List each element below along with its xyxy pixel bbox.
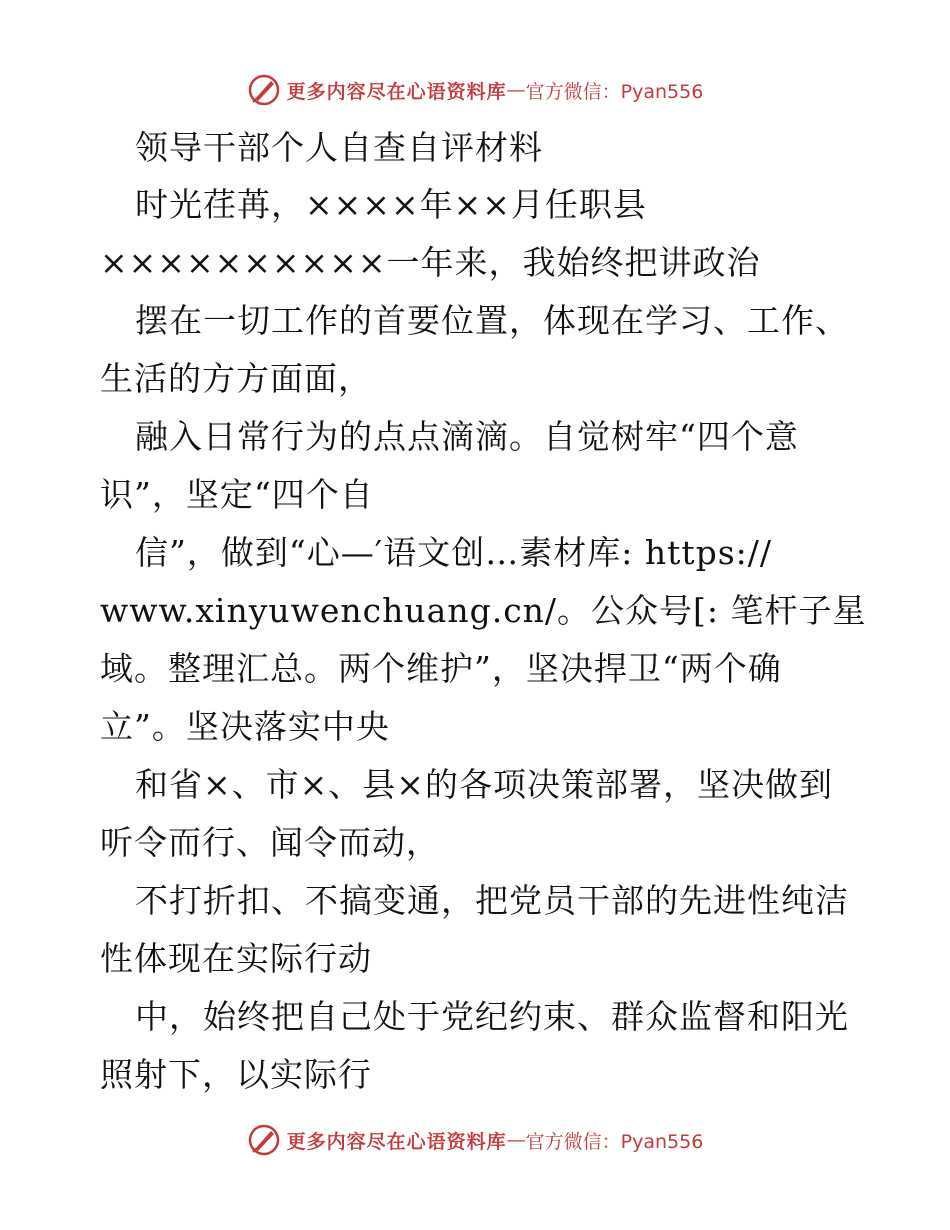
- text-line: 立”。坚决落实中央: [100, 707, 390, 746]
- footer-wechat-text: 官方微信：Pyan556: [525, 1130, 704, 1153]
- document-title: 领导干部个人自查自评材料: [135, 128, 543, 167]
- quill-logo-icon: [247, 73, 281, 107]
- header-banner-inner: [247, 73, 704, 107]
- text-line: 生活的方方面面，: [100, 359, 372, 398]
- footer-site-text: 更多内容尽在心语资料库: [286, 1130, 507, 1153]
- footer-banner: [0, 1120, 950, 1160]
- text-line: 域。整理汇总。两个维护”，坚决捍卫“两个确: [100, 649, 782, 688]
- text-line: 照射下，以实际行: [100, 1055, 372, 1094]
- text-line: www.xinyuwenchuang.cn/。公众号[: 笔杆子星: [100, 591, 867, 630]
- header-separator: —: [506, 79, 526, 101]
- text-line: 摆在一切工作的首要位置，体现在学习、工作、: [135, 301, 849, 340]
- text-line: 信”，做到“心—′语文创…素材库: https://: [135, 533, 773, 572]
- text-line: 时光荏苒，××××年××月任职县: [135, 185, 647, 224]
- text-line: 和省×、市×、县×的各项决策部署，坚决做到: [135, 765, 833, 804]
- header-site-text: 更多内容尽在心语资料库: [286, 80, 507, 103]
- header-banner: [0, 70, 950, 110]
- footer-separator: —: [506, 1129, 526, 1151]
- text-line: ××××××××××一年来，我始终把讲政治: [100, 243, 761, 282]
- text-line: 性体现在实际行动: [100, 939, 372, 978]
- text-line: 不打折扣、不搞变通，把党员干部的先进性纯洁: [135, 881, 849, 920]
- text-line: 融入日常行为的点点滴滴。自觉树牢“四个意: [135, 417, 799, 456]
- quill-logo-icon: [247, 1123, 281, 1157]
- text-line: 中，始终把自己处于党纪约束、群众监督和阳光: [135, 997, 849, 1036]
- footer-banner-inner: [247, 1123, 704, 1157]
- text-line: 听令而行、闻令而动，: [100, 823, 440, 862]
- text-line: 识”，坚定“四个自: [100, 475, 374, 514]
- header-wechat-text: 官方微信：Pyan556: [525, 80, 704, 103]
